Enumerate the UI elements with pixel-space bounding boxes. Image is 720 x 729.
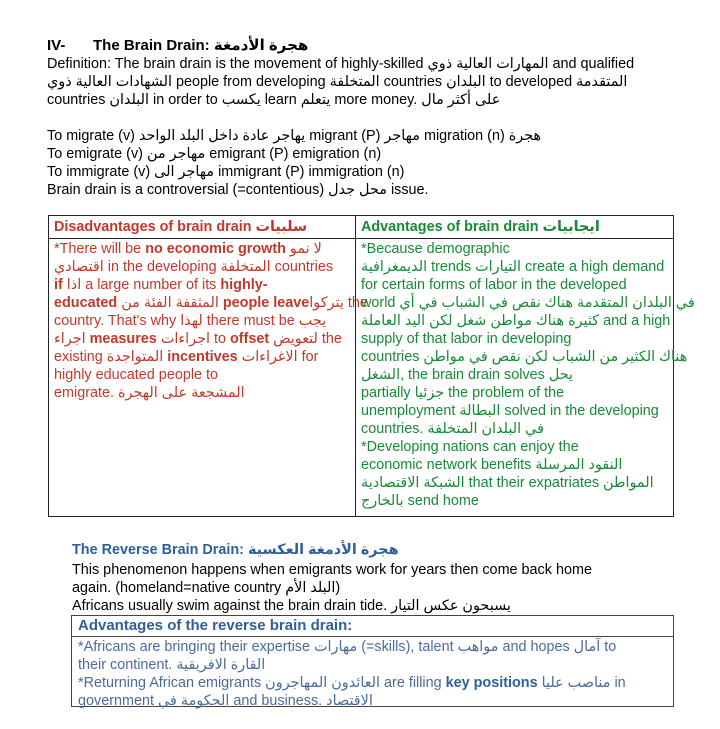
advantage-line: world في البلدان المتقدمة هناك نقص في الشباب في أي: [361, 295, 695, 311]
definition-line: Definition: The brain drain is the movement of highly-skilled المهارات العالية ذوي and qualified: [47, 56, 635, 72]
vocab-line: To migrate (v) يهاجر عادة داخل البلد الواحد migrant (P) مهاجر migration (n) هجرة: [47, 128, 542, 144]
advantage-line: economic network benefits النقود المرسلة: [361, 457, 623, 473]
definition-paragraph: [47, 55, 634, 109]
advantage-line: الشغل, the brain drain solves يحل: [361, 367, 574, 383]
disadvantage-line: *There will be no economic growth لا نمو: [54, 241, 322, 257]
disadvantage-line: اقتصادي in the developing المتخلفة countries: [54, 259, 334, 275]
reverse-line: again. (homeland=native country البلد الأم): [72, 580, 341, 596]
brain-drain-table: [48, 215, 695, 517]
disadvantage-line: highly educated people to: [54, 367, 219, 383]
reverse-brain-drain-title: The Reverse Brain Drain: هجرة الأدمغة العكسية: [72, 542, 399, 558]
section-heading: [47, 36, 308, 54]
vocab-line: To immigrate (v) مهاجر الى immigrant (P) immigration (n): [47, 164, 405, 180]
advantage-line: *Developing nations can enjoy the: [361, 439, 579, 455]
vocab-line: Brain drain is a controversial (=contentious) محل جدل issue.: [47, 182, 429, 198]
reverse-advantages-box: [71, 615, 674, 707]
section-title: The Brain Drain: هجرة الأدمغة: [93, 37, 309, 54]
reverse-brain-drain-paragraph: [72, 561, 592, 615]
advantage-line: countries. في البلدان المتخلفة: [361, 421, 544, 437]
disadvantage-line: if اذا a large number of its highly-: [54, 277, 268, 293]
reverse-advantage-line: *Africans are bringing their expertise مهارات (=skills), talent مواهب and hopes آمال to: [78, 639, 617, 655]
disadvantages-column: [49, 216, 368, 516]
disadvantage-line: country. That's why لهذا there must be يجب: [54, 313, 327, 329]
reverse-line: Africans usually swim against the brain drain tide. يسبحون عكس التيار: [72, 598, 511, 614]
reverse-advantages-header: Advantages of the reverse brain drain:: [72, 616, 673, 637]
reverse-advantage-line: *Returning African emigrants العائدون المهاجرون are filling key positions مناصب عليا in: [78, 675, 626, 691]
definition-line: الشهادات العالية ذوي people from developing المتخلفة countries البلدان to developed المتقدمة: [47, 74, 628, 90]
disadvantage-line: اجراء measures اجراءات to offset لتعويض the: [54, 331, 342, 347]
advantage-line: partially جزئيا the problem of the: [361, 385, 565, 401]
disadvantage-line: educated المثقفة الفئة من people leaveيتركوا the: [54, 295, 368, 311]
advantage-line: for certain forms of labor in the developed: [361, 277, 627, 293]
advantage-line: الديمغرافية trends التيارات create a high demand: [361, 259, 665, 275]
advantage-line: كثيرة هناك مواطن شغل لكن اليد العاملة and a high: [361, 313, 671, 329]
reverse-advantage-line: their continent. القارة الافريقية: [78, 657, 266, 673]
advantages-header: Advantages of brain drain ايجابيات: [356, 216, 673, 239]
advantage-line: countries هناك الكثير من الشباب لكن نقص في مواطن: [361, 349, 688, 365]
advantage-line: supply of that labor in developing: [361, 331, 572, 347]
disadvantage-line: emigrate. المشجعة على الهجرة: [54, 385, 245, 401]
vocabulary-list: [47, 127, 541, 199]
disadvantage-line: existing المتواجدة incentives الاغراءات for: [54, 349, 319, 365]
definition-line: countries البلدان in order to يكسب learn يتعلم more money. على أكثر مال: [47, 92, 501, 108]
advantage-line: بالخارج send home: [361, 493, 479, 509]
reverse-advantage-line: government الحكومة في and business. الاقتصاد: [78, 693, 373, 709]
advantage-line: unemployment البطالة solved in the developing: [361, 403, 659, 419]
advantage-line: الشبكة الاقتصادية that their expatriates المواطن: [361, 475, 654, 491]
reverse-line: This phenomenon happens when emigrants work for years then come back home: [72, 562, 592, 578]
vocab-line: To emigrate (v) مهاجر من emigrant (P) emigration (n): [47, 146, 382, 162]
advantages-column: [356, 216, 695, 516]
advantage-line: *Because demographic: [361, 241, 510, 257]
section-number: IV-: [47, 37, 66, 54]
disadvantages-header: Disadvantages of brain drain سلبيات: [49, 216, 355, 239]
